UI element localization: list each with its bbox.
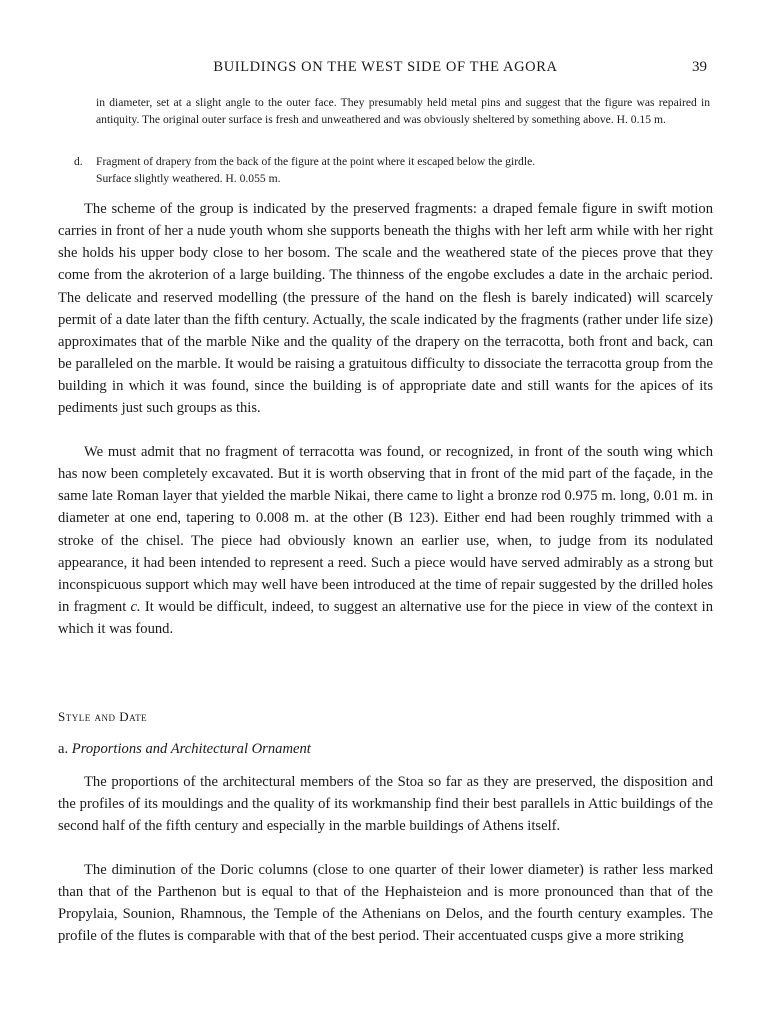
paragraph-proportions: The proportions of the architectural members of the Stoa so far as they are preserved, the disposition and the profiles of its mouldings and the quality of its workmanship find their best parallels in Attic buildings of the second half of the fifth century and especially in the marble buildings of Athens itself.	[58, 774, 713, 835]
paragraph-diminution: The diminution of the Doric columns (close to one quarter of their lower diameter) is rather less marked than that of the Parthenon but is equal to that of the Hephaisteion and is more pronounced than that of the Propylaia, Sounion, Rhamnous, the Temple of the Athenians on Delos, and the fourth century examples. The profile of the flutes is comparable with that of the best period. Their accentuated cusps give a more striking	[58, 862, 713, 945]
paragraph-group-proportions	[58, 771, 713, 837]
running-head	[58, 59, 713, 79]
subsection-title: Proportions and Architectural Ornament	[71, 741, 311, 757]
catalog-entry-c-text: in diameter, set at a slight angle to the outer face. They presumably held metal pins and suggest that the figure was repaired in antiquity. The original outer surface is fresh and unweathered and was obviously sheltered by something above. H. 0.15 m.	[96, 96, 710, 127]
subsection-heading	[58, 741, 311, 758]
paragraph-group-scheme	[58, 198, 713, 420]
section-heading: Style and Date	[58, 709, 148, 724]
paragraph-group-rod	[58, 441, 713, 640]
catalog-entry-d-line1: Fragment of drapery from the back of the figure at the point where it escaped below the girdle.	[96, 155, 536, 168]
fragment-reference: c.	[130, 599, 141, 616]
catalog-entry-d	[74, 153, 714, 188]
paragraph-rod-part2: It would be difficult, indeed, to suggest an alternative use for the piece in view of the context in which it was found.	[58, 599, 713, 638]
catalog-entry-d-letter: d.	[74, 155, 83, 168]
catalog-entry-d-line2: Surface slightly weathered. H. 0.055 m.	[96, 172, 281, 186]
subsection-letter: a.	[58, 741, 69, 757]
running-title: BUILDINGS ON THE WEST SIDE OF THE AGORA	[213, 59, 558, 75]
paragraph-scheme: The scheme of the group is indicated by the preserved fragments: a draped female figure in swift motion carries in front of her a nude youth whom she supports beneath the thighs with her left arm while with her right she holds his upper body close to her bosom. The scale and the weathered state of the pieces prove that they come from the akroterion of a large building. The thinness of the engobe excludes a date in the archaic period. The delicate and reserved modelling (the pressure of the hand on the flesh is barely indicated) will scarcely permit of a date later than the fifth century. Actually, the scale indicated by the fragments (rather under life size) approximates that of the marble Nike and the quality of the drapery on the terracotta, both front and back, can be paralleled on the marble. It would be raising a gratuitous difficulty to dissociate the terracotta group from the building in which it was found, since the building is of appropriate date and still wants for the apices of its pediments just such groups as this.	[58, 201, 713, 417]
paragraph-rod	[58, 441, 713, 640]
paragraph-group-diminution	[58, 859, 713, 948]
paragraph-rod-part1: We must admit that no fragment of terracotta was found, or recognized, in front of the south wing which has now been completely excavated. But it is worth observing that in front of the mid part of the façade, in the same late Roman layer that yielded the marble Nikai, there came to light a bronze rod 0.975 m. long, 0.01 m. in diameter at one end, tapering to 0.008 m. at the other (B 123). Either end had been roughly trimmed with a stroke of the chisel. The piece had obviously known an earlier use, when, to judge from its nodulated appearance, it had been intended to represent a reed. Such a piece would have served admirably as a strong but inconspicuous support which may well have been introduced at the time of repair suggested by the drilled holes in fragment	[58, 444, 713, 616]
catalog-entry-c	[96, 94, 710, 129]
page-number: 39	[692, 59, 707, 75]
